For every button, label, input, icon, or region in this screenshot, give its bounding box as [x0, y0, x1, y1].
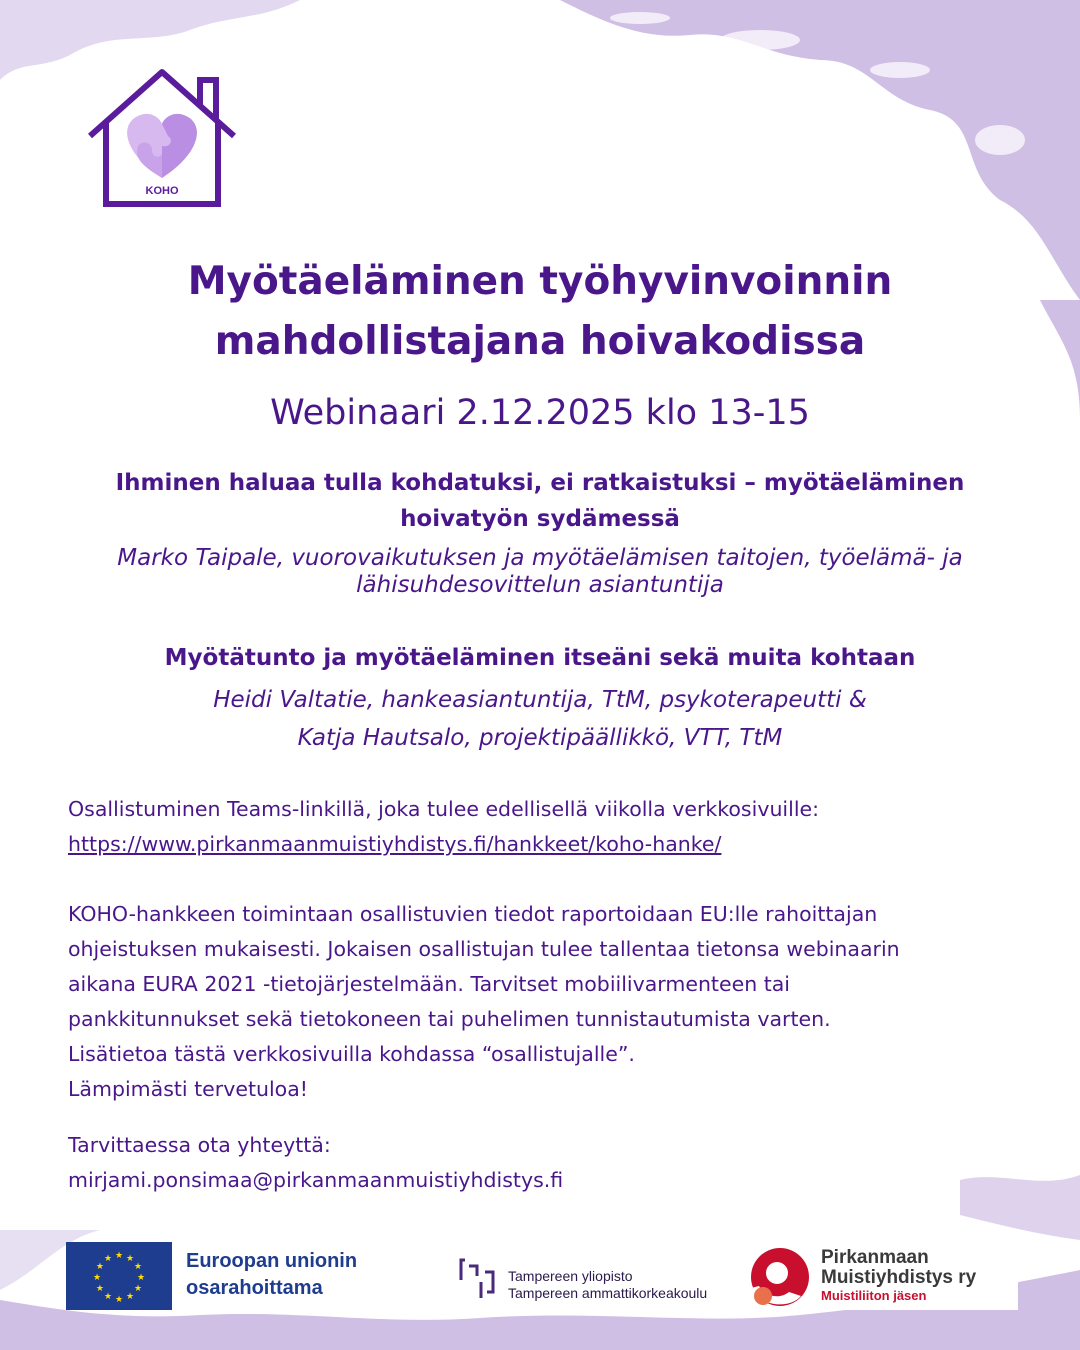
pmy-line: Muistiyhdistys ry	[821, 1267, 977, 1288]
speaker-line: Marko Taipale, vuorovaikutuksen ja myötäelämisen taitojen, työelämä- ja	[117, 545, 963, 571]
talk-1-title	[60, 465, 1020, 537]
info-paragraph	[68, 897, 1048, 1107]
info-line: Lisätietoa tästä verkkosivuilla kohdassa “osallistujalle”.	[68, 1042, 635, 1066]
project-link[interactable]: https://www.pirkanmaanmuistiyhdistys.fi/hankkeet/koho-hanke/	[68, 832, 722, 856]
logo-label: KOHO	[145, 185, 179, 197]
contact-label: Tarvittaessa ota yhteyttä:	[68, 1133, 331, 1157]
pmy-sub: Muistiliiton jäsen	[821, 1288, 927, 1303]
tampere-universities-label	[508, 1268, 707, 1302]
eu-star: ★	[134, 1284, 143, 1294]
title-line: mahdollistajana hoivakodissa	[214, 319, 866, 364]
contact-email[interactable]: mirjami.ponsimaa@pirkanmaanmuistiyhdistys.fi	[68, 1168, 564, 1192]
info-line: KOHO-hankkeen toimintaan osallistuvien tiedot raportoidaan EU:lle rahoittajan	[68, 902, 878, 926]
speaker-line: Heidi Valtatie, hankeasiantuntija, TtM, psykoterapeutti &	[213, 687, 867, 713]
eu-line: osarahoittama	[186, 1277, 323, 1299]
participation-text: Osallistuminen Teams-linkillä, joka tulee edellisellä viikolla verkkosivuille:	[68, 797, 820, 821]
eu-star: ★	[92, 1273, 102, 1283]
eu-star: ★	[136, 1273, 146, 1283]
info-line: aikana EURA 2021 -tietojärjestelmään. Tarvitset mobiilivarmenteen tai	[68, 972, 791, 996]
eu-star: ★	[103, 1292, 113, 1303]
info-line: pankkitunnukset sekä tietokoneen tai puhelimen tunnistautumista varten.	[68, 1007, 831, 1031]
contact-section	[68, 1128, 1048, 1198]
eu-star: ★	[114, 1295, 124, 1305]
eu-star: ★	[95, 1284, 104, 1294]
participation-section	[68, 792, 1048, 862]
footer-logos	[66, 1242, 1018, 1310]
muistiyhdistys-label	[821, 1248, 976, 1304]
title-line: Myötäeläminen työhyvinvoinnin	[187, 259, 893, 304]
talk-title-line: hoivatyön sydämessä	[400, 506, 680, 532]
webinar-date: Webinaari 2.12.2025 klo 13-15	[270, 393, 810, 433]
eu-star: ★	[134, 1262, 143, 1272]
eu-line: Euroopan unionin	[186, 1250, 358, 1272]
tuni-line: Tampereen ammattikorkeakoulu	[508, 1285, 708, 1301]
speaker-line: Katja Hautsalo, projektipäällikkö, VTT, TtM	[297, 725, 783, 751]
info-line: Lämpimästi tervetuloa!	[68, 1077, 308, 1101]
eu-star: ★	[125, 1253, 135, 1264]
pmy-line: Pirkanmaan	[821, 1247, 929, 1268]
muistiyhdistys-logo-icon	[749, 1246, 811, 1308]
eu-star: ★	[125, 1292, 135, 1303]
eu-funding-label	[186, 1248, 357, 1302]
eu-star: ★	[114, 1251, 124, 1261]
speaker-line: lähisuhdesovittelun asiantuntija	[356, 572, 724, 598]
info-line: ohjeistuksen mukaisesti. Jokaisen osallistujan tulee tallentaa tietonsa webinaarin	[68, 937, 900, 961]
eu-star: ★	[95, 1262, 104, 1272]
eu-flag-icon	[66, 1242, 172, 1310]
koho-house-heart-logo	[82, 66, 242, 211]
eu-star: ★	[103, 1253, 113, 1264]
talk-2-title: Myötätunto ja myötäeläminen itseäni sekä muita kohtaan	[164, 645, 916, 671]
talk-1-speaker	[55, 545, 1025, 599]
talk-title-line: Ihminen haluaa tulla kohdatuksi, ei ratkaistuksi – myötäeläminen	[115, 470, 965, 496]
talk-2-speaker	[55, 681, 1025, 757]
page-title	[90, 252, 990, 372]
tampere-universities-logo-icon	[459, 1252, 499, 1300]
tuni-line: Tampereen yliopisto	[508, 1268, 633, 1284]
